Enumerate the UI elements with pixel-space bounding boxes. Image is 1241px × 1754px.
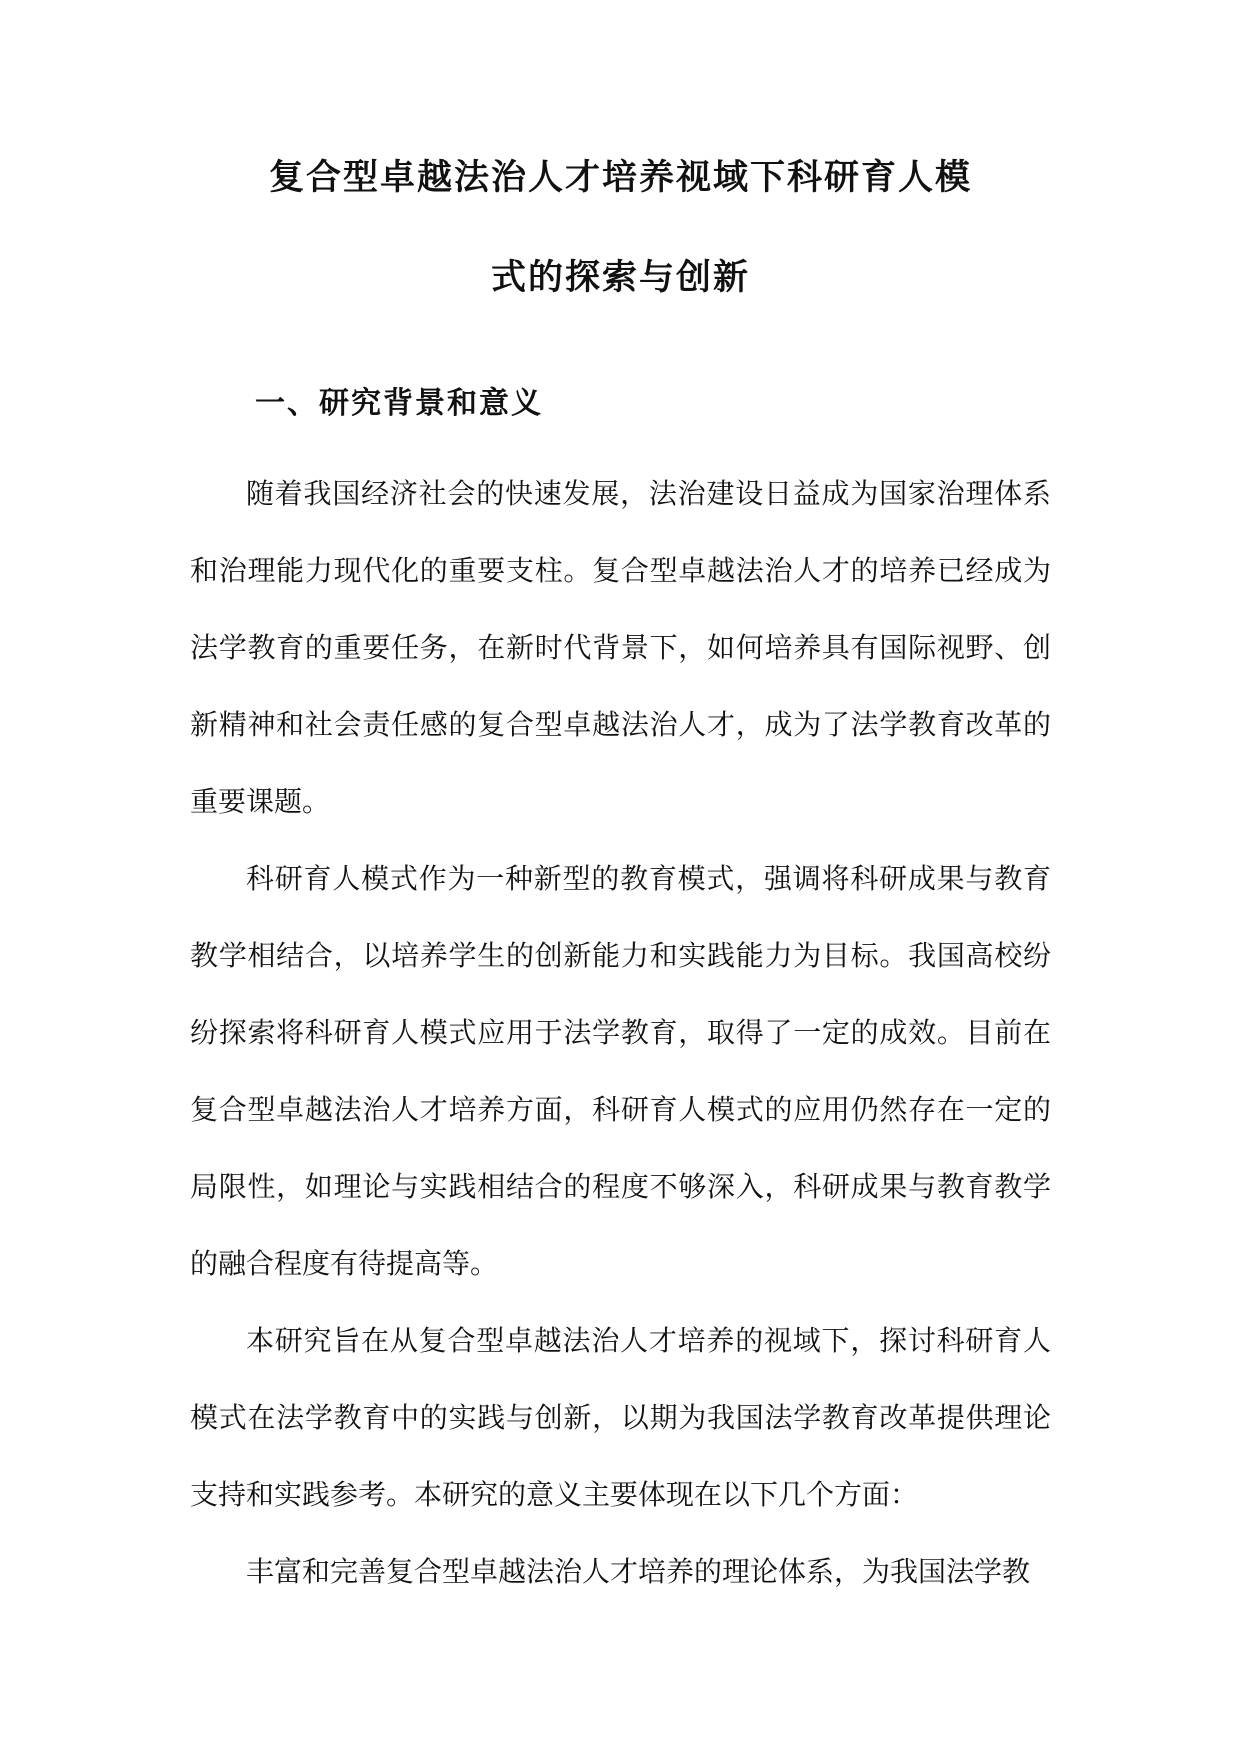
- paragraph-4: 丰富和完善复合型卓越法治人才培养的理论体系，为我国法学教: [246, 1555, 1031, 1588]
- paragraph-2: 科研育人模式作为一种新型的教育模式，强调将科研成果与教育教学相结合，以培养学生的创新能力和实践能力为目标。我国高校纷纷探索将科研育人模式应用于法学教育，取得了一定的成效。目前在复合型卓越法治人才培养方面，科研育人模式的应用仍然存在一定的局限性，如理论与实践相结合的程度不够深入，科研成果与教育教学的融合程度有待提高等。: [190, 862, 1051, 1280]
- section-heading: 一、研究背景和意义: [255, 386, 543, 421]
- paragraph-3: 本研究旨在从复合型卓越法治人才培养的视域下，探讨科研育人模式在法学教育中的实践与创新，以期为我国法学教育改革提供理论支持和实践参考。本研究的意义主要体现在以下几个方面：: [190, 1324, 1051, 1511]
- body-text: [190, 455, 1051, 1610]
- paragraph-1: 随着我国经济社会的快速发展，法治建设日益成为国家治理体系和治理能力现代化的重要支柱。复合型卓越法治人才的培养已经成为法学教育的重要任务，在新时代背景下，如何培养具有国际视野、创新精神和社会责任感的复合型卓越法治人才，成为了法学教育改革的重要课题。: [190, 477, 1051, 818]
- document-title-line-1: 复合型卓越法治人才培养视域下科研育人模: [268, 158, 972, 198]
- document-title-line-2: 式的探索与创新: [490, 258, 750, 298]
